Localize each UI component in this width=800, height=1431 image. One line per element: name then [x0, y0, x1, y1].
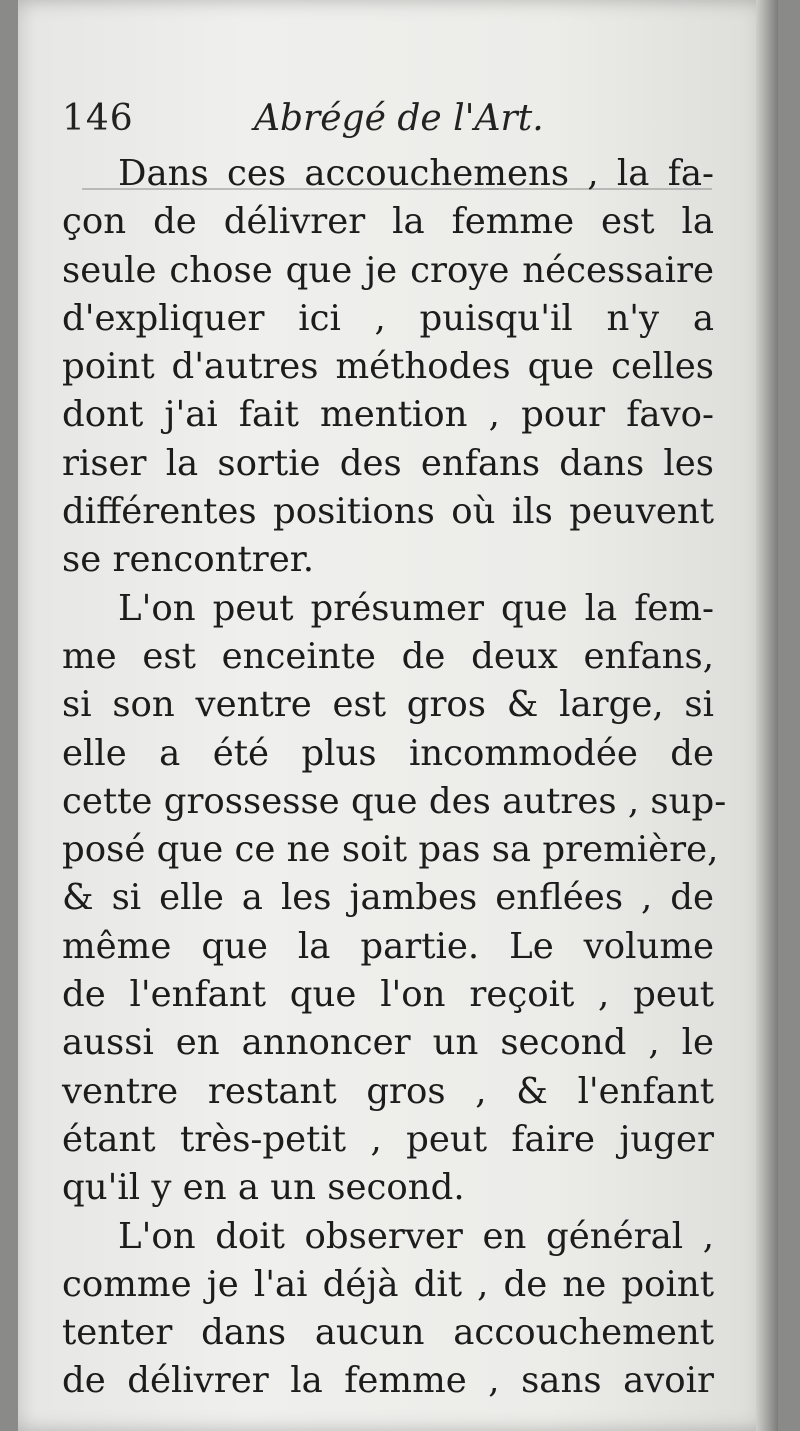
text-line: ventre restant gros , & l'enfant — [62, 1070, 714, 1112]
text-line: tenter dans aucun accouchement — [62, 1312, 714, 1354]
paragraph-1 — [62, 150, 714, 585]
page-header — [62, 98, 582, 148]
paragraph-3 — [62, 1213, 714, 1406]
text-line: d'expliquer ici , puisqu'il n'y a — [62, 297, 714, 339]
text-line: L'on doit observer en général , — [118, 1215, 714, 1257]
text-line: me est enceinte de deux enfans, — [62, 635, 714, 677]
text-line: Dans ces accouchemens , la fa- — [118, 153, 714, 194]
text-line: de délivrer la femme , sans avoir — [62, 1360, 714, 1402]
text-line: seule chose que je croye nécessaire — [62, 249, 714, 291]
running-head: Abrégé de l'Art. — [254, 98, 544, 139]
text-line: cette grossesse que des autres , sup- — [62, 780, 727, 822]
page-number: 146 — [62, 98, 134, 139]
text-line: de l'enfant que l'on reçoit , peut — [62, 974, 714, 1016]
text-line: elle a été plus incommodée de — [62, 732, 714, 774]
paragraph-2 — [62, 585, 727, 1213]
text-line: aussi en annoncer un second , le — [62, 1022, 714, 1064]
text-line: même que la partie. Le volume — [62, 925, 714, 967]
text-line: si son ventre est gros & large, si — [62, 684, 714, 726]
text-line: dont j'ai fait mention , pour favo- — [62, 394, 714, 436]
text-line: çon de délivrer la femme est la — [62, 201, 714, 243]
text-line: comme je l'ai déjà dit , de ne point — [62, 1263, 714, 1305]
text-line: L'on peut présumer que la fem- — [118, 587, 714, 629]
text-line: point d'autres méthodes que celles — [62, 346, 714, 388]
text-line: se rencontrer. — [62, 539, 315, 581]
page-edge-shadow — [756, 0, 778, 1431]
body-text — [62, 150, 727, 1406]
text-line: étant très-petit , peut faire juger — [62, 1118, 714, 1160]
text-line: & si elle a les jambes enflées , de — [62, 877, 714, 919]
text-line: différentes positions où ils peuvent — [62, 491, 714, 533]
text-line: posé que ce ne soit pas sa première, — [62, 829, 719, 871]
text-line: qu'il y en a un second. — [62, 1167, 465, 1209]
text-line: riser la sortie des enfans dans les — [62, 442, 714, 484]
